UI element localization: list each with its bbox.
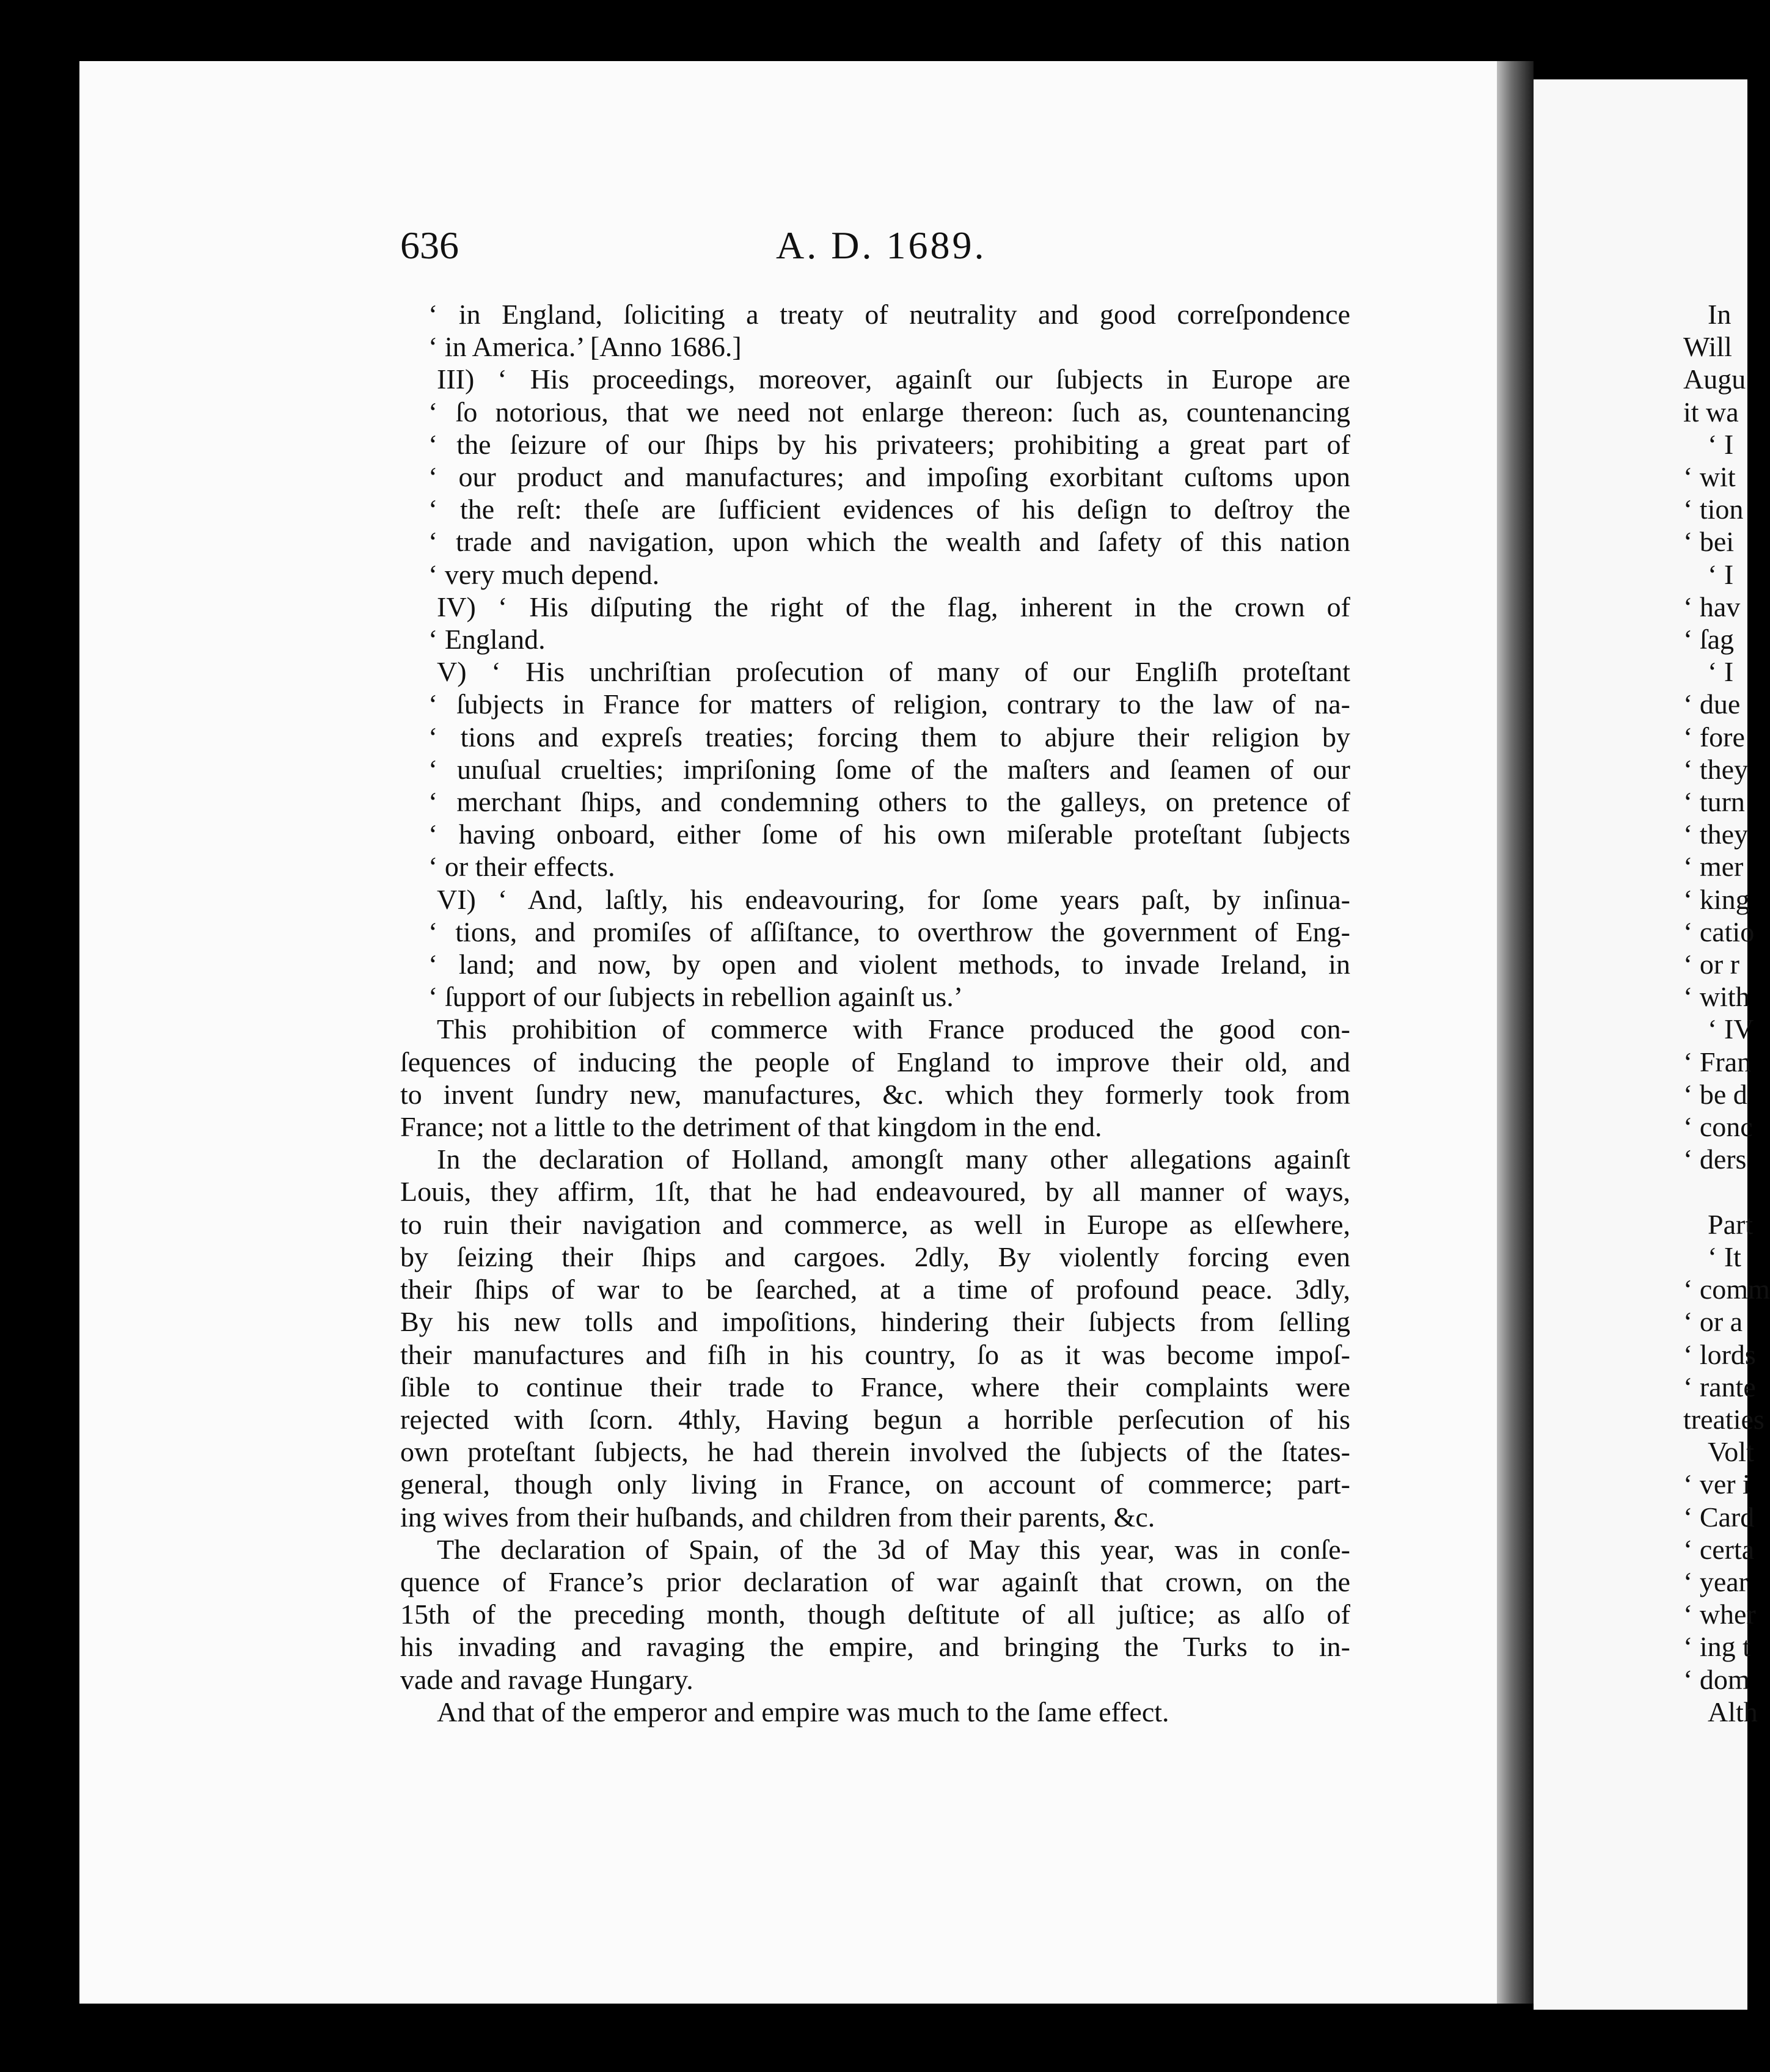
text-line: ing wives from their huſbands, and children from their parents, &c.	[400, 1501, 1155, 1533]
right-text-fragment: treaties	[1683, 1403, 1765, 1435]
right-text-fragment: ‘ king	[1683, 883, 1750, 915]
text-line: ‘ ſupport of our ſubjects in rebellion againſt us.’	[428, 981, 964, 1013]
text-line: ‘ trade and navigation, upon which the wealth and ſafety of this nation	[428, 526, 1350, 558]
text-line: ‘ ſo notorious, that we need not enlarge thereon: ſuch as, countenancing	[428, 396, 1350, 428]
text-line: ‘ the reſt: theſe are ſufficient evidences of his deſign to deſtroy the	[428, 494, 1350, 525]
text-line: ſequences of inducing the people of England to improve their old, and	[400, 1046, 1350, 1078]
body-text	[400, 298, 1350, 1728]
right-text-fragment: ‘ I	[1708, 558, 1734, 590]
right-text-fragment: ‘ bei	[1683, 526, 1735, 558]
text-line: ‘ very much depend.	[428, 558, 660, 590]
text-line: ‘ tions, and promiſes of aſſiſtance, to overthrow the government of Eng-	[428, 916, 1350, 947]
right-text-fragment: ‘ be d	[1683, 1078, 1747, 1110]
right-text-fragment: ‘ lords	[1683, 1338, 1756, 1370]
right-text-fragment: Alth	[1708, 1696, 1758, 1727]
text-line: rejected with ſcorn. 4thly, Having begun a horrible perſecution of his	[400, 1403, 1350, 1435]
text-line: III) ‘ His proceedings, moreover, againſt our ſubjects in Europe are	[437, 363, 1350, 395]
right-text-fragment: ‘ fore	[1683, 721, 1745, 753]
right-text-fragment: ‘ year	[1683, 1566, 1748, 1597]
right-text-fragment: ‘ catio	[1683, 916, 1755, 947]
text-line: ‘ merchant ſhips, and condemning others to the galleys, on pretence of	[428, 786, 1350, 818]
right-text-fragment	[1683, 1175, 1770, 1208]
right-text-fragment: ‘ ſag	[1683, 624, 1735, 655]
text-line: vade and ravage Hungary.	[400, 1663, 693, 1695]
text-line: IV) ‘ His diſputing the right of the flag, inherent in the crown of	[437, 591, 1350, 622]
right-text-fragment: In	[1708, 299, 1732, 330]
right-text-fragment: ‘ Card	[1683, 1501, 1755, 1533]
right-text-fragment: ‘ I	[1708, 428, 1734, 460]
running-head: A. D. 1689.	[776, 224, 987, 267]
text-line: ‘ land; and now, by open and violent methods, to invade Ireland, in	[428, 949, 1350, 980]
book-gutter	[1497, 61, 1534, 2004]
right-text-fragment: ‘ It	[1708, 1241, 1741, 1272]
text-line: In the declaration of Holland, amongſt many other allegations againſt	[437, 1144, 1350, 1175]
right-text-fragment: ‘ IV	[1708, 1013, 1754, 1045]
text-line: ‘ England.	[428, 624, 546, 655]
right-text-fragment: ‘ tion	[1683, 494, 1744, 525]
right-text-fragment: ‘ wit	[1683, 461, 1736, 493]
text-line: ‘ ſubjects in France for matters of religion, contrary to the law of na-	[428, 688, 1350, 720]
text-line: general, though only living in France, on account of commerce; part-	[400, 1468, 1350, 1500]
right-text-fragment: ‘ rante	[1683, 1371, 1756, 1403]
right-text-fragment: ‘ they	[1683, 753, 1749, 785]
text-line: And that of the emperor and empire was much to the ſame effect.	[437, 1696, 1169, 1727]
text-line: ‘ or their effects.	[428, 851, 615, 883]
text-line: Louis, they affirm, 1ſt, that he had endeavoured, by all manner of ways,	[400, 1176, 1350, 1208]
text-line: quence of France’s prior declaration of war againſt that crown, on the	[400, 1566, 1350, 1597]
right-text-fragment: Volt	[1708, 1436, 1754, 1468]
text-line: ‘ in America.’ [Anno 1686.]	[428, 331, 742, 363]
text-line: ſible to continue their trade to France, where their complaints were	[400, 1371, 1350, 1403]
text-line: their ſhips of war to be ſearched, at a time of profound peace. 3dly,	[400, 1274, 1350, 1305]
right-text-fragment: ‘ comm	[1683, 1274, 1770, 1305]
right-text-fragment: ‘ ders	[1683, 1144, 1747, 1175]
text-line: ‘ in England, ſoliciting a treaty of neutrality and good correſpondence	[428, 299, 1350, 330]
text-line: his invading and ravaging the empire, and bringing the Turks to in-	[400, 1631, 1350, 1663]
right-page-text-fragments	[1683, 298, 1770, 1728]
text-line: V) ‘ His unchriſtian proſecution of many of our Engliſh proteſtant	[437, 656, 1350, 688]
right-text-fragment: ‘ or r	[1683, 949, 1739, 980]
right-text-fragment: ‘ turn	[1683, 786, 1745, 818]
text-line: ‘ our product and manufactures; and impoſing exorbitant cuſtoms upon	[428, 461, 1350, 493]
right-text-fragment: Will	[1683, 331, 1732, 363]
right-text-fragment: ‘ dom	[1683, 1663, 1750, 1695]
right-text-fragment: ‘ wher	[1683, 1599, 1756, 1630]
text-line: to ruin their navigation and commerce, as well in Europe as elſewhere,	[400, 1208, 1350, 1240]
right-text-fragment: Augu	[1683, 363, 1746, 395]
text-line: VI) ‘ And, laſtly, his endeavouring, for ſome years paſt, by inſinua-	[437, 883, 1350, 915]
page-number: 636	[400, 224, 459, 267]
right-text-fragment: ‘ I	[1708, 656, 1734, 688]
right-text-fragment: ‘ hav	[1683, 591, 1741, 622]
right-text-fragment: Part	[1708, 1208, 1754, 1240]
right-text-fragment: ‘ certa	[1683, 1533, 1755, 1565]
text-line: own proteſtant ſubjects, he had therein involved the ſubjects of the ſtates-	[400, 1436, 1350, 1468]
right-text-fragment: ‘ with	[1683, 981, 1750, 1013]
text-line: to invent ſundry new, manufactures, &c. which they formerly took from	[400, 1078, 1350, 1110]
right-text-fragment: it wa	[1683, 396, 1739, 428]
text-line: ‘ unuſual cruelties; impriſoning ſome of the maſters and ſeamen of our	[428, 753, 1350, 785]
right-text-fragment: ‘ mer	[1683, 851, 1744, 883]
text-line: The declaration of Spain, of the 3d of May this year, was in conſe-	[437, 1533, 1350, 1565]
text-line: This prohibition of commerce with France produced the good con-	[437, 1013, 1350, 1045]
right-text-fragment: ‘ ing t	[1683, 1631, 1750, 1663]
text-line: ‘ tions and expreſs treaties; forcing them to abjure their religion by	[428, 721, 1350, 753]
text-line: ‘ the ſeizure of our ſhips by his privateers; prohibiting a great part of	[428, 428, 1350, 460]
right-text-fragment: ‘ Fran	[1683, 1046, 1752, 1078]
text-line: 15th of the preceding month, though deſtitute of all juſtice; as alſo of	[400, 1599, 1350, 1630]
right-text-fragment: ‘ due	[1683, 688, 1741, 720]
right-text-fragment: ‘ they	[1683, 819, 1749, 850]
right-text-fragment: ‘ or a	[1683, 1306, 1743, 1338]
text-line: France; not a little to the detriment of that kingdom in the end.	[400, 1111, 1102, 1143]
text-line: their manufactures and fiſh in his country, ſo as it was become impoſ-	[400, 1338, 1350, 1370]
text-line: By his new tolls and impoſitions, hindering their ſubjects from ſelling	[400, 1306, 1350, 1338]
text-line: by ſeizing their ſhips and cargoes. 2dly, By violently forcing even	[400, 1241, 1350, 1272]
text-line: ‘ having onboard, either ſome of his own miſerable proteſtant ſubjects	[428, 819, 1350, 850]
right-text-fragment: ‘ conc	[1683, 1111, 1753, 1143]
right-text-fragment: ‘ ver i	[1683, 1468, 1750, 1500]
